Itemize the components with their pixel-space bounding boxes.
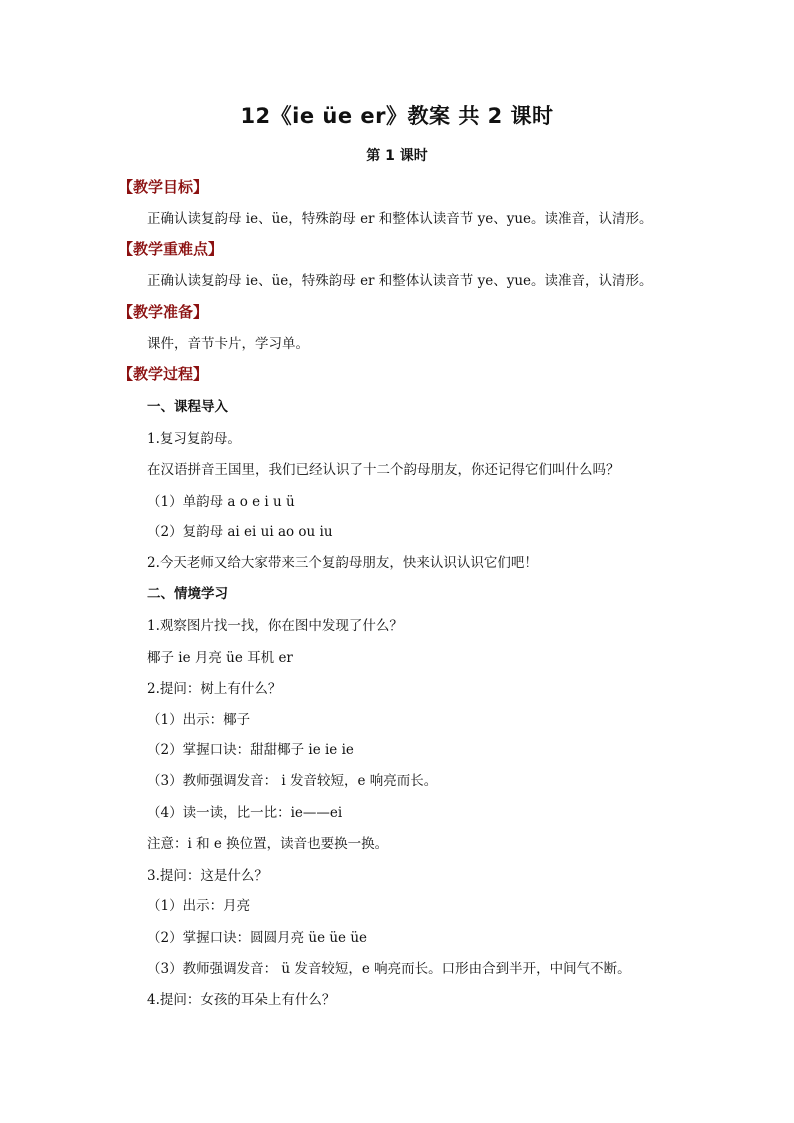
heading-process: 【教学过程】 xyxy=(118,365,209,383)
process-line: （1）单韵母 a o e i u ü xyxy=(147,494,295,510)
process-line: 2.提问：树上有什么？ xyxy=(147,681,282,697)
heading-prep: 【教学准备】 xyxy=(118,303,209,321)
process-line: 2.今天老师又给大家带来三个复韵母朋友，快来认识认识它们吧！ xyxy=(147,555,538,571)
process-line: 1.观察图片找一找，你在图中发现了什么？ xyxy=(147,618,403,634)
process-line: （1）出示：月亮 xyxy=(147,898,251,914)
process-line: （2）掌握口诀：圆圆月亮 üe üe üe xyxy=(147,930,368,946)
process-line: （3）教师强调发音： ü 发音较短，e 响亮而长。口形由合到半开，中间气不断。 xyxy=(147,961,631,977)
section-situation-title: 二、情境学习 xyxy=(147,586,228,602)
goals-text: 正确认读复韵母 ie、üe，特殊韵母 er 和整体认读音节 ye、yue。读准音，认清形。 xyxy=(147,211,653,227)
process-line: 椰子 ie 月亮 üe 耳机 er xyxy=(147,650,293,666)
process-line: （2）复韵母 ai ei ui ao ou iu xyxy=(147,524,333,540)
process-line: 注意：i 和 e 换位置，读音也要换一换。 xyxy=(147,836,389,852)
process-line: 3.提问：这是什么？ xyxy=(147,868,268,884)
process-line: （4）读一读，比一比：ie——ei xyxy=(147,805,343,821)
prep-text: 课件，音节卡片，学习单。 xyxy=(147,336,309,352)
heading-keypoints: 【教学重难点】 xyxy=(118,240,224,258)
process-line: （1）出示：椰子 xyxy=(147,712,251,728)
process-line: （2）掌握口诀：甜甜椰子 ie ie ie xyxy=(147,742,354,758)
process-line: 在汉语拼音王国里，我们已经认识了十二个韵母朋友，你还记得它们叫什么吗？ xyxy=(147,462,620,478)
section-intro-title: 一、课程导入 xyxy=(147,399,228,415)
process-line: （3）教师强调发音： i 发音较短，e 响亮而长。 xyxy=(147,773,438,789)
process-line: 1.复习复韵母。 xyxy=(147,431,241,447)
document-title: 12《ie üe er》教案 共 2 课时 xyxy=(240,104,554,128)
lesson-subtitle: 第 1 课时 xyxy=(366,148,428,164)
keypoints-text: 正确认读复韵母 ie、üe，特殊韵母 er 和整体认读音节 ye、yue。读准音，认清形。 xyxy=(147,273,653,289)
heading-goals: 【教学目标】 xyxy=(118,178,209,196)
process-line: 4.提问：女孩的耳朵上有什么？ xyxy=(147,992,336,1008)
